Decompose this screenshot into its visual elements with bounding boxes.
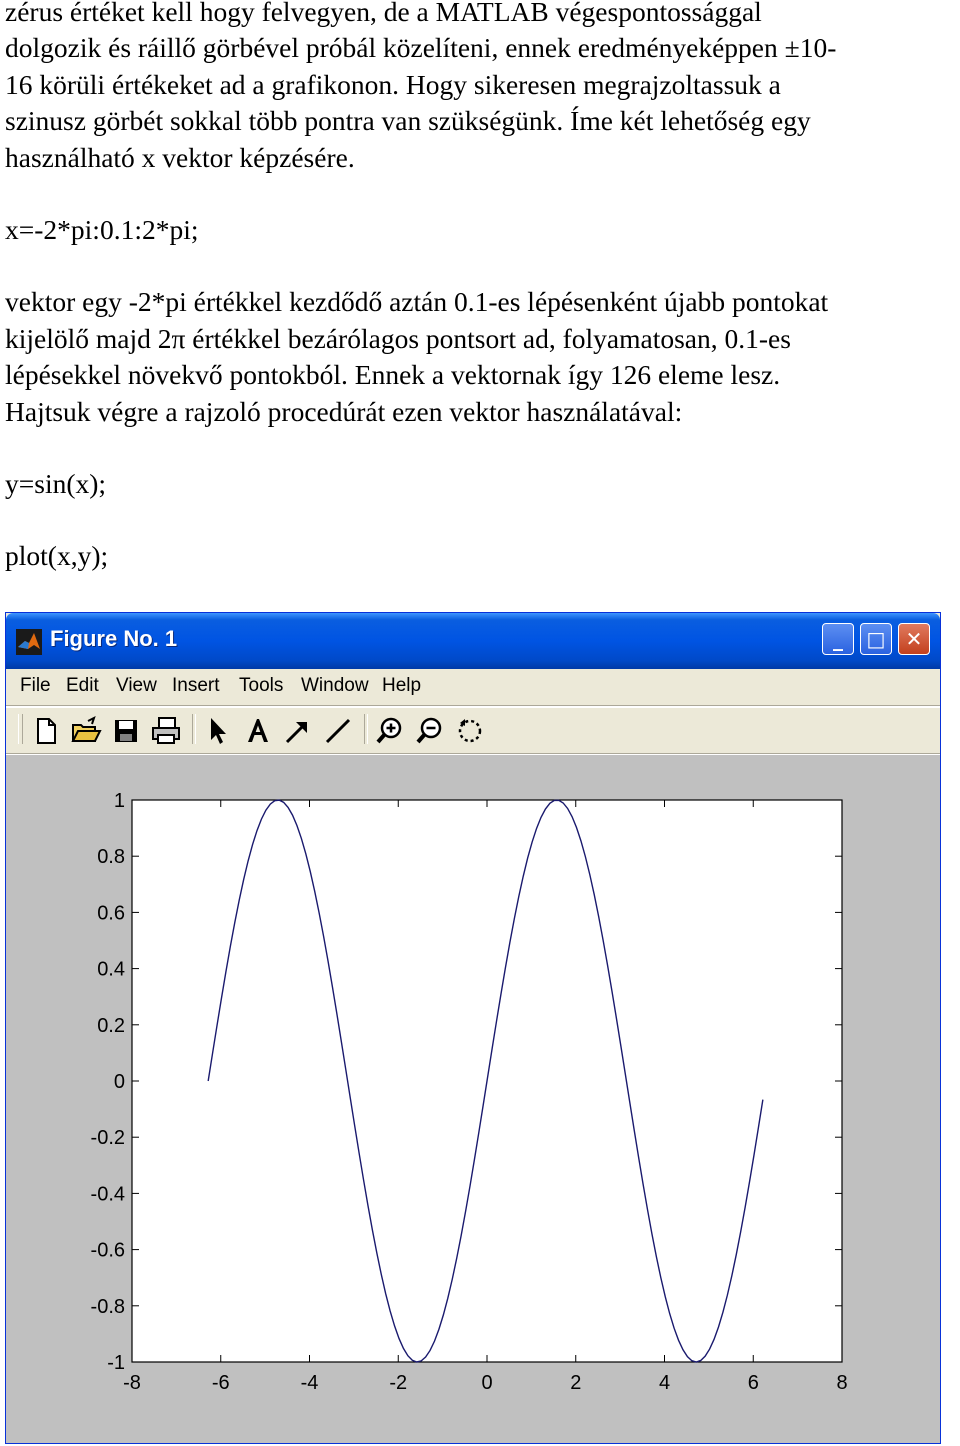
- code-line-y: y=sin(x);: [5, 468, 107, 500]
- code-line-plot: plot(x,y);: [5, 540, 109, 572]
- paragraph-line: 16 körüli értékeket ad a grafikonon. Hogy sikeresen megrajzoltassuk a: [5, 68, 781, 100]
- y-tick-label: 1: [113, 790, 125, 812]
- y-tick-label: 0.6: [97, 902, 125, 925]
- y-tick-label: -0.6: [90, 1239, 125, 1262]
- print-icon[interactable]: [150, 715, 182, 747]
- title-bar[interactable]: [6, 613, 940, 669]
- x-tick-label: -2: [389, 1372, 408, 1394]
- menu-bar: [6, 669, 940, 705]
- menu-insert[interactable]: Insert: [172, 675, 220, 696]
- paragraph-line: szinusz görbét sokkal több pontra van szükségünk. Íme két lehetőség egy: [5, 105, 811, 137]
- y-tick-label: 0: [113, 1071, 125, 1093]
- x-tick-label: -6: [211, 1372, 230, 1394]
- paragraph-line: vektor egy -2*pi értékkel kezdődő aztán 0.1-es lépésenként újabb pontokat: [5, 286, 829, 318]
- menu-file[interactable]: File: [20, 675, 51, 696]
- rotate-3d-icon[interactable]: [454, 715, 486, 747]
- select-arrow-icon[interactable]: [202, 715, 234, 747]
- figure-area: [6, 755, 940, 1443]
- window-title: Figure No. 1: [50, 626, 178, 651]
- menu-view[interactable]: View: [116, 675, 157, 696]
- paragraph-line: Hajtsuk végre a rajzoló procedúrát ezen vektor használatával:: [5, 395, 683, 427]
- y-tick-label: -1: [107, 1352, 125, 1374]
- maximize-icon: □: [866, 627, 886, 651]
- x-tick-label: 2: [570, 1372, 582, 1394]
- close-button[interactable]: [898, 623, 930, 655]
- paragraph-line: lépésekkel növekvő pontokból. Ennek a vektornak így 126 eleme lesz.: [5, 359, 781, 391]
- x-tick-label: -8: [123, 1372, 141, 1394]
- y-tick-label: -0.4: [90, 1183, 125, 1206]
- close-icon: ✕: [905, 627, 923, 651]
- new-file-icon[interactable]: [30, 715, 62, 747]
- menu-tools[interactable]: Tools: [239, 675, 284, 696]
- x-tick-label: 6: [747, 1372, 759, 1394]
- y-tick-label: -0.2: [90, 1127, 125, 1150]
- document-text: [5, 0, 957, 575]
- toolbar: [6, 708, 940, 752]
- paragraph-line: használható x vektor képzésére.: [5, 141, 355, 173]
- menu-edit[interactable]: Edit: [66, 675, 99, 696]
- save-icon[interactable]: [110, 715, 142, 747]
- matlab-figure-window: [5, 612, 941, 1444]
- open-folder-icon[interactable]: [70, 715, 102, 747]
- insert-text-icon[interactable]: [242, 715, 274, 747]
- y-tick-label: 0.8: [97, 846, 125, 869]
- matlab-logo-icon: [16, 629, 42, 655]
- x-tick-label: 4: [658, 1372, 671, 1394]
- minimize-icon: _: [833, 627, 843, 651]
- zoom-in-icon[interactable]: [374, 715, 406, 747]
- insert-line-icon[interactable]: [322, 715, 354, 747]
- minimize-button[interactable]: [822, 623, 854, 655]
- sine-plot[interactable]: [6, 755, 940, 1443]
- insert-arrow-icon[interactable]: [282, 715, 314, 747]
- x-tick-label: 0: [481, 1372, 493, 1394]
- y-tick-label: -0.8: [90, 1295, 125, 1318]
- y-tick-label: 0.4: [97, 958, 125, 981]
- code-line-x: x=-2*pi:0.1:2*pi;: [5, 214, 199, 246]
- x-tick-label: -4: [300, 1372, 319, 1394]
- menu-help[interactable]: Help: [382, 675, 422, 696]
- x-tick-label: 8: [836, 1372, 848, 1394]
- maximize-button[interactable]: [860, 623, 892, 655]
- paragraph-line: dolgozik és ráillő görbével próbál közelíteni, ennek eredményeképpen ±10-: [5, 32, 837, 64]
- zoom-out-icon[interactable]: [414, 715, 446, 747]
- paragraph-line: zérus értéket kell hogy felvegyen, de a MATLAB végespontossággal: [5, 0, 762, 27]
- y-tick-label: 0.2: [97, 1014, 125, 1037]
- paragraph-line: kijelölő majd 2π értékkel bezárólagos pontsort ad, folyamatosan, 0.1-es: [5, 322, 791, 354]
- menu-window[interactable]: Window: [301, 675, 369, 696]
